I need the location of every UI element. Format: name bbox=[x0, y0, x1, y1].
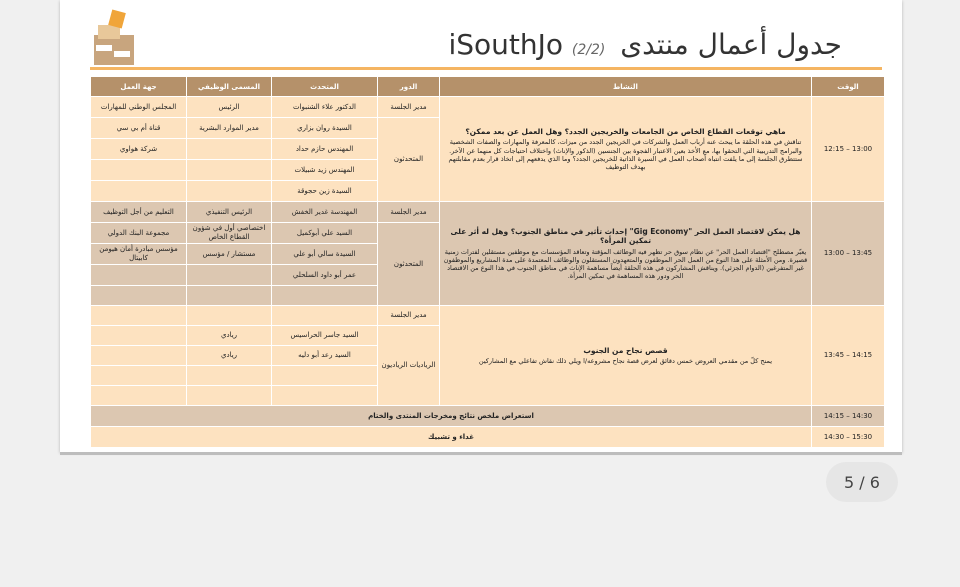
table-header-row bbox=[91, 77, 885, 97]
activity-title: قصص نجاح من الجنوب bbox=[583, 345, 668, 355]
role-cell: المتحدثون bbox=[378, 223, 440, 306]
page-counter: 5 / 6 bbox=[826, 462, 898, 502]
activity-title: هل يمكن لاقتصاد العمل الحر "Gig Economy" إحداث تأثير في مناطق الجنوب؟ وهل له أثر على تمكين المرأة؟ bbox=[450, 226, 801, 246]
organization-cell: قناة أم بي سي bbox=[91, 118, 187, 139]
organization-cell: المجلس الوطني للمهارات bbox=[91, 97, 187, 118]
job-title-cell: مدير الموارد البشرية bbox=[187, 118, 272, 139]
organization-cell: التعليم من أجل التوظيف bbox=[91, 202, 187, 223]
table-row bbox=[91, 97, 885, 118]
job-title-cell bbox=[187, 366, 272, 386]
time-cell: 12:15 – 13:00 bbox=[812, 97, 885, 202]
speaker-cell: المهندس حازم حداد bbox=[272, 139, 378, 160]
job-title-cell: ريادي bbox=[187, 326, 272, 346]
title-rule bbox=[90, 67, 882, 70]
activity-description: يعبّر مصطلح "اقتصاد العمل الحر" عن نظام سوق حر تظهر فيه الوظائف المؤقتة وتعاقد المؤسسات مع موظفين مستقلين لفترات زمنية قصيرة. ومن الأمثلة على هذا النوع من العمل الحر الموظفون والمتعهدون المستقلون والوظائف المعتمدة على مدة المشاريع والموظفون غير المتفرغين (الدوام الجزئي). ويناقش المشاركون في هذه الحلقة أيضاً مساهمة الإناث في مناطق الجنوب في هذا النوع من الاقتصاد الحر ودور هذه المساهمة في تمكين المرأة. bbox=[443, 247, 808, 280]
forum-logo bbox=[90, 5, 138, 67]
job-title-cell bbox=[187, 160, 272, 181]
activity-title: ماهي توقعات القطاع الخاص من الجامعات والخريجين الجدد؟ وهل العمل عن بعد ممكن؟ bbox=[465, 127, 786, 137]
header-organization: جهة العمل bbox=[91, 77, 187, 97]
organization-cell: مؤسس مبادرة أمان هيومن كابيتال bbox=[91, 244, 187, 265]
time-cell: 13:45 – 14:15 bbox=[812, 306, 885, 406]
speaker-cell bbox=[272, 386, 378, 406]
job-title-cell: الرئيس bbox=[187, 97, 272, 118]
role-cell: الرياديات الرياديون bbox=[378, 326, 440, 406]
organization-cell bbox=[91, 386, 187, 406]
activity-description: تناقش في هذه الحلقة ما يبحث عنه أرباب العمل والشركات في الخريجين الجدد من ميزات، كالمعرفة والمهارات والصفات الشخصية والبرامج التدريبية التي التحقوا بها، مع الأخذ بعين الاعتبار الفجوة بين الجنسين (الذكور والإناث) واختلاف احتياجات كل منهما عن الآخر. ستتطرق الجلسة إلى ما يلفت انتباه أصحاب العمل في السيرة الذاتية للخريجين الجدد؟ وما الذي يدفعهم إلى اتخاذ قرار بعدم مقابلتهم بهدف التوظيف bbox=[448, 138, 803, 171]
slide-bottom-divider bbox=[60, 452, 902, 455]
header-speaker: المتحدث bbox=[272, 77, 378, 97]
header-job-title: المسمى الوظيفي bbox=[187, 77, 272, 97]
organization-cell bbox=[91, 366, 187, 386]
organization-cell bbox=[91, 181, 187, 202]
activity-cell: غداء و تشبيك bbox=[91, 427, 812, 448]
speaker-cell: المهندسة غدير الخفش bbox=[272, 202, 378, 223]
speaker-cell bbox=[272, 306, 378, 326]
slide-title bbox=[448, 28, 842, 61]
table-row bbox=[91, 406, 885, 427]
activity-cell bbox=[440, 306, 812, 406]
speaker-cell: السيد جاسر الحراسيس bbox=[272, 326, 378, 346]
role-cell: مدير الجلسة bbox=[378, 306, 440, 326]
schedule-table bbox=[90, 76, 885, 448]
role-cell: مدير الجلسة bbox=[378, 202, 440, 223]
header-activity: النشاط bbox=[440, 77, 812, 97]
speaker-cell: السيد رعد أبو دليه bbox=[272, 346, 378, 366]
activity-cell bbox=[440, 202, 812, 306]
speaker-cell bbox=[272, 286, 378, 306]
table-row bbox=[91, 202, 885, 223]
organization-cell: شركة هواوي bbox=[91, 139, 187, 160]
activity-description: يمنح كلّ من مقدمي العروض خمس دقائق لعرض قصة نجاح مشروعه/ا ويلي ذلك نقاش تفاعلي مع المشاركين bbox=[478, 357, 773, 366]
organization-cell: مجموعة البنك الدولي bbox=[91, 223, 187, 244]
job-title-cell: اختصاصي أول في شؤون القطاع الخاص bbox=[187, 223, 272, 244]
speaker-cell: السيدة سالي أبو علي bbox=[272, 244, 378, 265]
job-title-cell bbox=[187, 181, 272, 202]
speaker-cell: السيدة زين حجوقة bbox=[272, 181, 378, 202]
role-cell: المتحدثون bbox=[378, 118, 440, 202]
organization-cell bbox=[91, 265, 187, 286]
title-text: جدول أعمال منتدى iSouthJo bbox=[448, 28, 842, 61]
title-part: (2/2) bbox=[571, 42, 606, 58]
organization-cell bbox=[91, 160, 187, 181]
activity-cell: استعراض ملخص نتائج ومخرجات المنتدى والختام bbox=[91, 406, 812, 427]
job-title-cell bbox=[187, 139, 272, 160]
header-time: الوقت bbox=[812, 77, 885, 97]
job-title-cell bbox=[187, 386, 272, 406]
table-row bbox=[91, 427, 885, 448]
activity-cell bbox=[440, 97, 812, 202]
speaker-cell bbox=[272, 366, 378, 386]
organization-cell bbox=[91, 346, 187, 366]
organization-cell bbox=[91, 326, 187, 346]
slide bbox=[60, 0, 902, 452]
job-title-cell bbox=[187, 306, 272, 326]
speaker-cell: المهندس زيد شبيلات bbox=[272, 160, 378, 181]
speaker-cell: السيد علي أبوكميل bbox=[272, 223, 378, 244]
speaker-cell: السيدة روان بزاري bbox=[272, 118, 378, 139]
time-cell: 13:00 – 13:45 bbox=[812, 202, 885, 306]
organization-cell bbox=[91, 286, 187, 306]
table-row bbox=[91, 306, 885, 326]
time-cell: 14:15 – 14:30 bbox=[812, 406, 885, 427]
header-role: الدور bbox=[378, 77, 440, 97]
job-title-cell: الرئيس التنفيذي bbox=[187, 202, 272, 223]
time-cell: 14:30 – 15:30 bbox=[812, 427, 885, 448]
speaker-cell: عمر أبو داود السلحلي bbox=[272, 265, 378, 286]
job-title-cell: ريادي bbox=[187, 346, 272, 366]
job-title-cell bbox=[187, 286, 272, 306]
organization-cell bbox=[91, 306, 187, 326]
job-title-cell: مستشار / مؤسس bbox=[187, 244, 272, 265]
job-title-cell bbox=[187, 265, 272, 286]
speaker-cell: الدكتور علاء الشنبوات bbox=[272, 97, 378, 118]
role-cell: مدير الجلسة bbox=[378, 97, 440, 118]
